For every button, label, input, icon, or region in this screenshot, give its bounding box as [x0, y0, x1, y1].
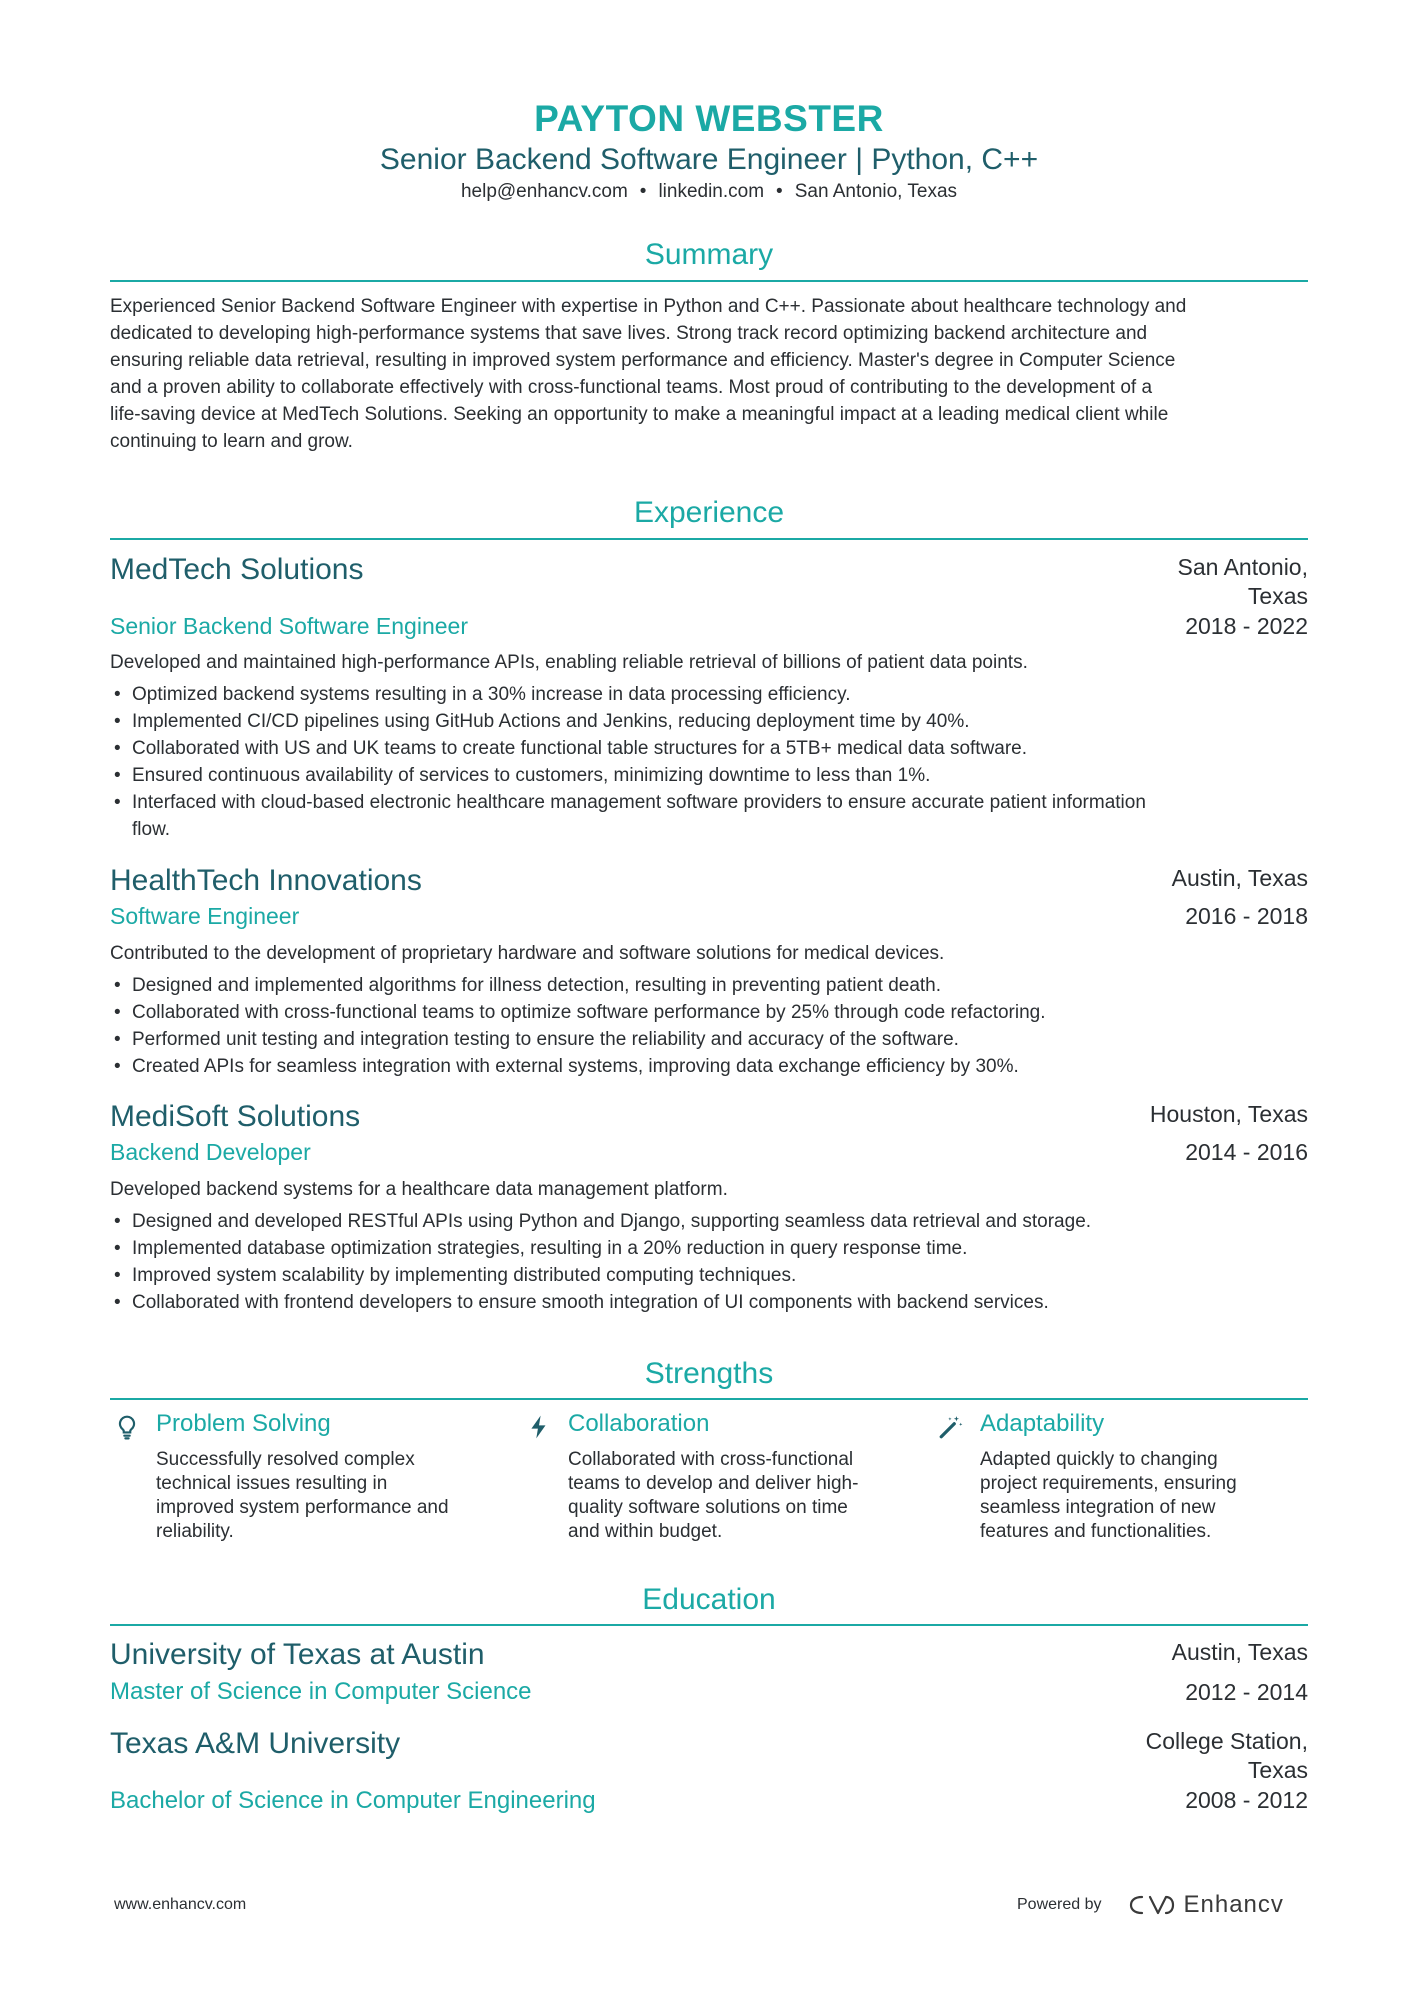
bullet-item: • Ensured continuous availability of services to customers, minimizing downtime to less than 1%. [110, 762, 1308, 789]
strength-title: Adaptability [980, 1410, 1105, 1437]
job-location-line: San Antonio, [1177, 554, 1308, 580]
strength-line: Collaborated with cross-functional [568, 1449, 854, 1470]
separator-dot: • [776, 181, 783, 202]
summary-line: and a proven ability to collaborate effectively with cross-functional teams. Most proud of contributing to the development of a [110, 377, 1153, 398]
footer-website-link[interactable]: www.enhancv.com [114, 1896, 247, 1913]
bullet-item: • Collaborated with cross-functional teams to optimize software performance by 25% through code refactoring. [110, 999, 1308, 1026]
school-location: Austin, Texas [1171, 1639, 1308, 1665]
bullet-item: • Designed and implemented algorithms for illness detection, resulting in preventing patient death. [110, 972, 1308, 999]
job-dates: 2018 - 2022 [1185, 613, 1308, 639]
summary-line: Experienced Senior Backend Software Engineer with expertise in Python and C++. Passionate about healthcare technology and [110, 296, 1187, 317]
bullet-item: • Collaborated with US and UK teams to create functional table structures for a 5TB+ medical data software. [110, 735, 1308, 762]
bullet-item: • Improved system scalability by implementing distributed computing techniques. [110, 1262, 1308, 1289]
bullet-item: • Performed unit testing and integration testing to ensure the reliability and accuracy of the software. [110, 1026, 1308, 1053]
strength-line: quality software solutions on time [568, 1497, 848, 1518]
bullet-item: • Created APIs for seamless integration with external systems, improving data exchange efficiency by 30%. [110, 1053, 1308, 1080]
job-description: Developed and maintained high-performance APIs, enabling reliable retrieval of billions of patient data points. [110, 652, 1028, 673]
degree-name: Bachelor of Science in Computer Engineering [110, 1787, 596, 1814]
job-role: Senior Backend Software Engineer [110, 613, 468, 639]
school-name: University of Texas at Austin [110, 1638, 485, 1671]
job-description: Developed backend systems for a healthcare data management platform. [110, 1179, 728, 1200]
separator-dot: • [639, 181, 647, 202]
strength-title: Problem Solving [156, 1410, 331, 1437]
lightning-bolt-icon [526, 1414, 552, 1440]
bullet-item: • Collaborated with frontend developers to ensure smooth integration of UI components with backend services. [110, 1289, 1308, 1316]
bullet-continuation [110, 816, 1308, 843]
strength-line: technical issues resulting in [156, 1473, 388, 1494]
strength-text [568, 1448, 908, 1544]
strength-text [980, 1448, 1320, 1544]
strength-line: Successfully resolved complex [156, 1449, 415, 1470]
summary-text [110, 293, 1308, 455]
strength-line: and within budget. [568, 1521, 723, 1542]
job-location: Houston, Texas [1149, 1101, 1308, 1127]
bullet-item: • Implemented CI/CD pipelines using GitHub Actions and Jenkins, reducing deployment time by 40%. [110, 708, 1308, 735]
job-bullets [110, 1208, 1308, 1316]
education-divider [110, 1624, 1308, 1626]
email-link[interactable]: help@enhancv.com [460, 181, 628, 202]
strength-line: project requirements, ensuring [980, 1473, 1237, 1494]
strength-title: Collaboration [568, 1410, 710, 1437]
lightbulb-icon [114, 1414, 140, 1440]
school-dates: 2008 - 2012 [1185, 1787, 1308, 1813]
job-location-line: Texas [1247, 583, 1308, 609]
school-dates: 2012 - 2014 [1185, 1679, 1308, 1705]
bullet-item: • Optimized backend systems resulting in a 30% increase in data processing efficiency. [110, 681, 1308, 708]
candidate-name: PAYTON WEBSTER [534, 98, 884, 139]
strength-line: features and functionalities. [980, 1521, 1212, 1542]
strength-text [156, 1448, 496, 1544]
summary-divider [110, 280, 1308, 282]
school-location-line: College Station, [1145, 1728, 1308, 1754]
summary-line: life-saving device at MedTech Solutions. Seeking an opportunity to make a meaningful impact at a leading medical client while [110, 404, 1169, 425]
bullet-continuation-text: flow. [132, 819, 171, 840]
job-location: Austin, Texas [1171, 865, 1308, 891]
bullet-item: • Implemented database optimization strategies, resulting in a 20% reduction in query response time. [110, 1235, 1308, 1262]
job-company: HealthTech Innovations [110, 864, 422, 897]
linkedin-link[interactable]: linkedin.com [658, 181, 765, 202]
strengths-heading: Strengths [644, 1357, 774, 1390]
job-bullets [110, 681, 1308, 843]
job-role: Backend Developer [110, 1139, 311, 1165]
job-company: MediSoft Solutions [110, 1100, 361, 1133]
school-location-line: Texas [1247, 1757, 1308, 1783]
degree-name: Master of Science in Computer Science [110, 1678, 532, 1705]
school-name: Texas A&M University [110, 1727, 401, 1760]
powered-by-text: Powered by [1017, 1896, 1102, 1913]
summary-line: continuing to learn and grow. [110, 431, 353, 452]
school-location [1146, 1727, 1308, 1785]
summary-line: ensuring reliable data retrieval, resulting in improved system performance and efficiency. Master's degree in Computer Science [110, 350, 1176, 371]
strength-line: teams to develop and deliver high- [568, 1473, 859, 1494]
strength-line: improved system performance and [156, 1497, 449, 1518]
job-dates: 2016 - 2018 [1185, 903, 1308, 929]
bullet-item: • Designed and developed RESTful APIs using Python and Django, supporting seamless data retrieval and storage. [110, 1208, 1308, 1235]
strength-line: seamless integration of new [980, 1497, 1216, 1518]
summary-heading: Summary [644, 238, 774, 271]
job-location [1178, 553, 1308, 611]
candidate-title: Senior Backend Software Engineer | Python, C++ [379, 143, 1039, 176]
job-dates: 2014 - 2016 [1185, 1139, 1308, 1165]
bullet-item: • Interfaced with cloud-based electronic healthcare management software providers to ensure accurate patient information [110, 789, 1308, 816]
strength-line: Adapted quickly to changing [980, 1449, 1218, 1470]
enhancv-logo-icon [1128, 1892, 1176, 1918]
job-role: Software Engineer [110, 903, 300, 929]
brand-name: Enhancv [1183, 1891, 1284, 1918]
job-bullets [110, 972, 1308, 1080]
strengths-divider [110, 1398, 1308, 1400]
footer-branding [1017, 1890, 1284, 1920]
summary-line: dedicated to developing high-performance systems that save lives. Strong track record optimizing backend architecture and [110, 323, 1148, 344]
job-company: MedTech Solutions [110, 553, 364, 586]
job-description: Contributed to the development of proprietary hardware and software solutions for medical devices. [110, 943, 945, 964]
magic-wand-icon [938, 1414, 964, 1440]
strength-line: reliability. [156, 1521, 234, 1542]
education-heading: Education [642, 1583, 776, 1616]
location-text: San Antonio, Texas [794, 181, 958, 202]
contact-line [110, 181, 1308, 203]
experience-heading: Experience [633, 496, 785, 529]
experience-divider [110, 538, 1308, 540]
